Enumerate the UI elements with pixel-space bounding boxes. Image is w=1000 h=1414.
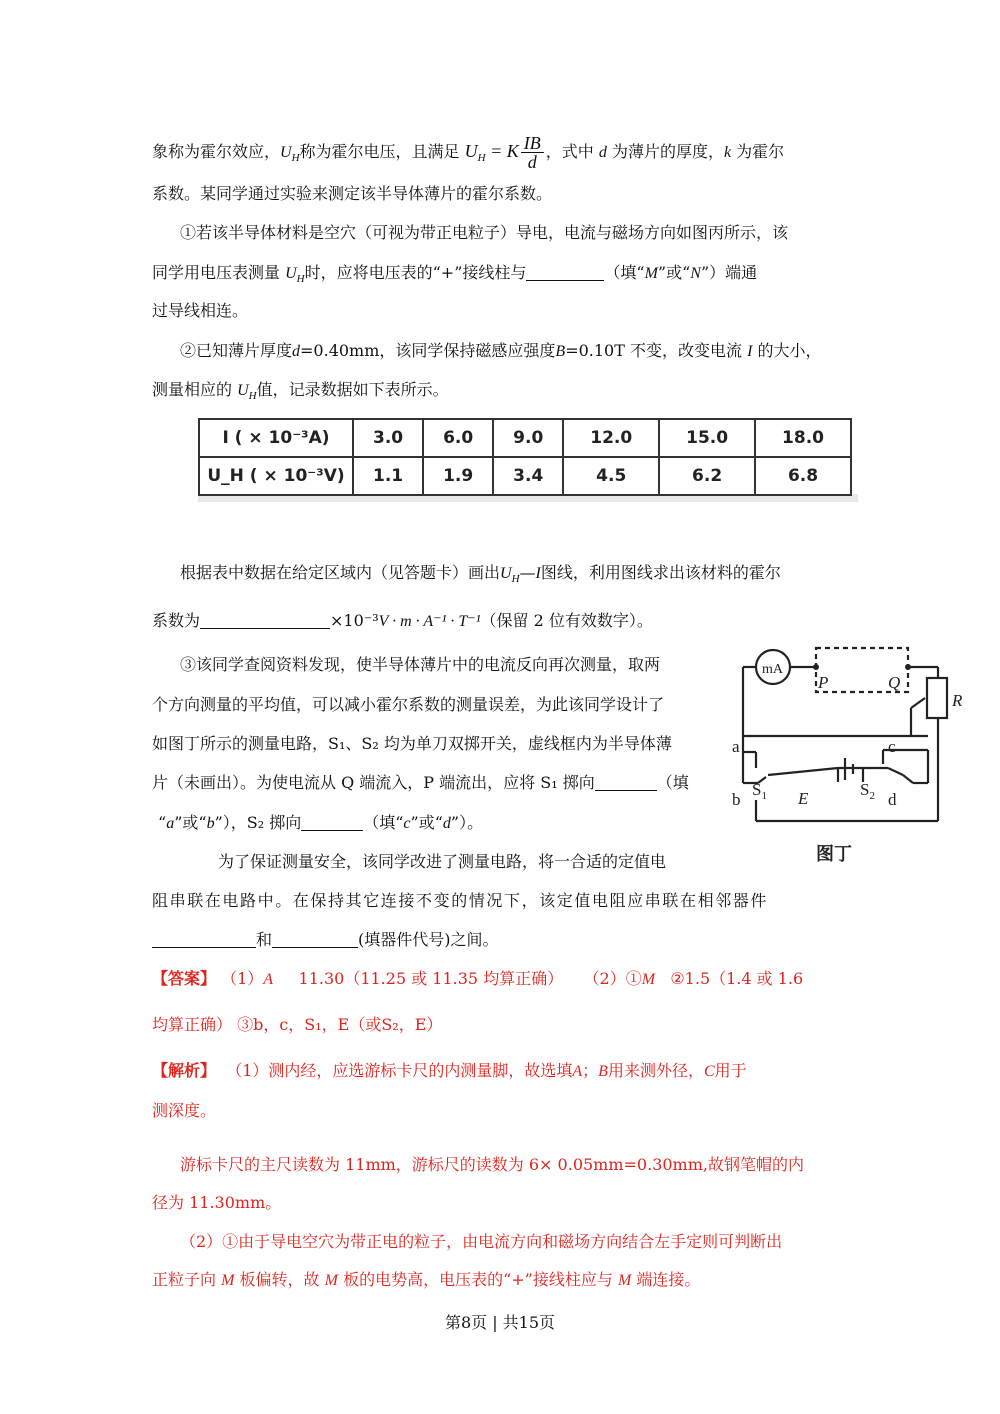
data-table (198, 418, 852, 496)
text: ，式中 (545, 142, 594, 161)
symbol-uh: U (280, 144, 292, 161)
b-label: b (732, 790, 741, 809)
q3-line3: 如图丁所示的测量电路，S₁、S₂ 均为单刀双掷开关，虚线框内为半导体薄 (152, 734, 672, 753)
text: 板偏转，故 (239, 1270, 320, 1289)
symbol-a: a (166, 815, 175, 832)
symbol-a: A (263, 971, 274, 988)
analysis-line4: 径为 11.30mm。 (152, 1193, 282, 1212)
formula-lhs: U (464, 141, 478, 161)
answer-line1 (152, 968, 803, 991)
text: ”或“ (174, 813, 207, 832)
text: ②1.5（1.4 或 1.6 (670, 969, 804, 988)
table-header-current: I ( × 10⁻³A) (199, 419, 353, 457)
text: 的大小， (757, 341, 822, 360)
symbol-m: M (324, 1272, 338, 1289)
q3-line4 (152, 772, 689, 794)
s2-label: $S_2$ (860, 780, 875, 802)
table-cell: 18.0 (755, 419, 851, 457)
q2b-line2 (152, 610, 653, 633)
terminal-p-dot (813, 664, 819, 670)
r-label: R (952, 691, 963, 710)
s1-label: $S_1$ (752, 780, 767, 802)
q-label: Q (888, 673, 901, 692)
p-label: P (818, 673, 829, 692)
symbol-c: c (403, 815, 411, 832)
q1-line1: ①若该半导体材料是空穴（可视为带正电粒子）导电，电流与磁场方向如图丙所示，该 (180, 223, 789, 242)
text: ”或“ (657, 263, 691, 282)
table-cell: 6.0 (423, 419, 493, 457)
d-label: d (888, 790, 897, 809)
symbol-c: C (703, 1063, 715, 1080)
symbol-i: I (535, 565, 541, 582)
text: =0.10T 不变，改变电流 (565, 341, 742, 360)
text: 值，记录数据如下表所示。 (256, 380, 449, 399)
symbol-b: B (598, 1063, 608, 1080)
text: 同学用电压表测量 (152, 263, 281, 282)
subscript: H (511, 573, 520, 586)
answer-blank[interactable] (526, 264, 604, 281)
q2-line1 (180, 340, 822, 363)
symbol-n: N (690, 265, 701, 282)
text: （填“ (604, 263, 645, 282)
text: ×10⁻³ (330, 611, 379, 630)
para1-line1 (152, 134, 784, 171)
symbol-b: b (206, 815, 215, 832)
symbol-m: M (641, 971, 656, 988)
subscript: H (291, 152, 300, 165)
answer-tag: 【答案】 (152, 969, 217, 988)
answer-blank[interactable] (595, 774, 657, 791)
table-cell: 3.4 (493, 457, 563, 495)
answer-blank[interactable] (301, 814, 363, 831)
subscript: H (477, 152, 486, 165)
text: 测量相应的 (152, 380, 233, 399)
text: 系数为 (152, 611, 201, 630)
text: 为薄片的厚度， (611, 142, 724, 161)
page-footer: 第8页 | 共15页 (444, 1313, 556, 1332)
table-cell: 12.0 (563, 419, 659, 457)
q3-line2: 个方向测量的平均值，可以减小霍尔系数的测量误差，为此该同学设计了 (152, 695, 665, 714)
fraction-numerator: IB (521, 134, 544, 153)
analysis-line3: 游标卡尺的主尺读数为 11mm，游标尺的读数为 6× 0.05mm=0.30mm,故钢笔帽的内 (180, 1155, 804, 1174)
q2b-line1 (180, 562, 781, 590)
text: 板的电势高，电压表的“+”接线柱应与 (343, 1270, 613, 1289)
text: ”）。 (450, 813, 484, 832)
text: （填“ (363, 813, 404, 832)
symbol-i: I (747, 343, 753, 360)
a-label: a (732, 737, 740, 756)
q3-line5 (158, 812, 483, 835)
text: — (519, 563, 536, 582)
symbol-m: M (644, 265, 658, 282)
answer-blank[interactable] (200, 612, 330, 629)
para1-line2: 系数。某同学通过实验来测定该半导体薄片的霍尔系数。 (152, 184, 553, 203)
unit: V · m · A⁻¹ · T⁻¹ (378, 613, 481, 630)
analysis-line1 (152, 1060, 747, 1083)
text: 图线，利用图线求出该材料的霍尔 (540, 563, 781, 582)
circuit-diagram (728, 640, 968, 870)
text: ②已知薄片厚度 (180, 341, 293, 360)
symbol-m: M (617, 1272, 632, 1289)
symbol-k: k (723, 144, 732, 161)
text: ”或“ (410, 813, 443, 832)
c-label: c (888, 737, 896, 756)
table-cell: 6.8 (755, 457, 851, 495)
table-cell: 1.9 (423, 457, 493, 495)
text: （1） (221, 969, 264, 988)
text: （2）① (583, 969, 642, 988)
table-cell: 1.1 (353, 457, 423, 495)
symbol-uh: U (285, 265, 297, 282)
text: =0.40mm，该同学保持磁感应强度 (300, 341, 556, 360)
e-label: E (798, 789, 809, 808)
table-row-voltage (199, 457, 851, 495)
text: 和 (256, 930, 273, 949)
q1-line2 (152, 262, 757, 290)
figure-caption: 图丁 (816, 844, 852, 864)
analysis-line2: 测深度。 (152, 1101, 217, 1120)
table-cell: 9.0 (493, 419, 563, 457)
text: ”），S₂ 掷向 (214, 813, 302, 832)
text: （填 (656, 773, 689, 792)
text: （保留 2 位有效数字）。 (480, 611, 653, 630)
text: 用来测外径， (607, 1061, 704, 1080)
q3-line1: ③该同学查阅资料发现，使半导体薄片中的电流反向再次测量，取两 (180, 655, 661, 674)
symbol-uh: U (237, 382, 249, 399)
table-cell: 4.5 (563, 457, 659, 495)
fraction-denominator: d (527, 152, 537, 172)
terminal-q-dot (905, 664, 911, 670)
q2-line2 (152, 379, 449, 407)
text: ”）端通 (700, 263, 758, 282)
symbol-uh: U (500, 565, 512, 582)
ma-label: mA (762, 662, 783, 677)
formula-eq: = K (485, 141, 519, 161)
symbol-d: d (292, 343, 301, 360)
symbol-a: A (572, 1063, 583, 1080)
answer-blank[interactable] (272, 931, 358, 948)
text: 端连接。 (636, 1270, 701, 1289)
text: 11.30（11.25 或 11.35 均算正确） (298, 969, 564, 988)
text: 片（未画出）。为使电流从 Q 端流入，P 端流出，应将 S₁ 掷向 (152, 773, 595, 792)
formula-fraction (521, 134, 544, 171)
text: 根据表中数据在给定区域内（见答题卡）画出 (180, 563, 501, 582)
symbol-m: M (221, 1272, 235, 1289)
text: 为霍尔 (736, 142, 785, 161)
table-cell: 6.2 (659, 457, 755, 495)
text: 时，应将电压表的“+”接线柱与 (304, 263, 527, 282)
table-row-current (199, 419, 851, 457)
answer-blank[interactable] (152, 931, 256, 948)
text: 称为霍尔电压，且满足 (299, 142, 460, 161)
subscript: H (296, 273, 305, 286)
q3-line8 (152, 929, 499, 951)
text: (填器件代号)之间。 (358, 930, 499, 949)
table-cell: 15.0 (659, 419, 755, 457)
subscript: H (248, 390, 257, 403)
text: 用于 (714, 1061, 747, 1080)
symbol-d: d (442, 815, 451, 832)
q3-line6: 为了保证测量安全，该同学改进了测量电路，将一合适的定值电 (218, 852, 667, 871)
q3-line7: 阻串联在电路中。在保持其它连接不变的情况下，该定值电阻应串联在相邻器件 (152, 891, 769, 910)
text: 正粒子向 (152, 1270, 217, 1289)
analysis-line6 (152, 1269, 700, 1292)
analysis-tag: 【解析】 (152, 1061, 217, 1080)
q1-line3: 过导线相连。 (152, 301, 249, 320)
text: ； (582, 1061, 599, 1080)
table-cell: 3.0 (353, 419, 423, 457)
text: （1）测内经，应选游标卡尺的内测量脚，故选填 (226, 1061, 573, 1080)
answer-line2: 均算正确） ③b，c，S₁，E（或S₂，E） (152, 1015, 443, 1034)
text: 象称为霍尔效应， (152, 142, 281, 161)
symbol-d: d (598, 144, 607, 161)
symbol-b: B (555, 343, 566, 360)
table-header-voltage: U_H ( × 10⁻³V) (199, 457, 353, 495)
text: “ (158, 813, 167, 832)
analysis-line5: （2）①由于导电空穴为带正电的粒子，由电流方向和磁场方向结合左手定则可判断出 (180, 1232, 783, 1251)
